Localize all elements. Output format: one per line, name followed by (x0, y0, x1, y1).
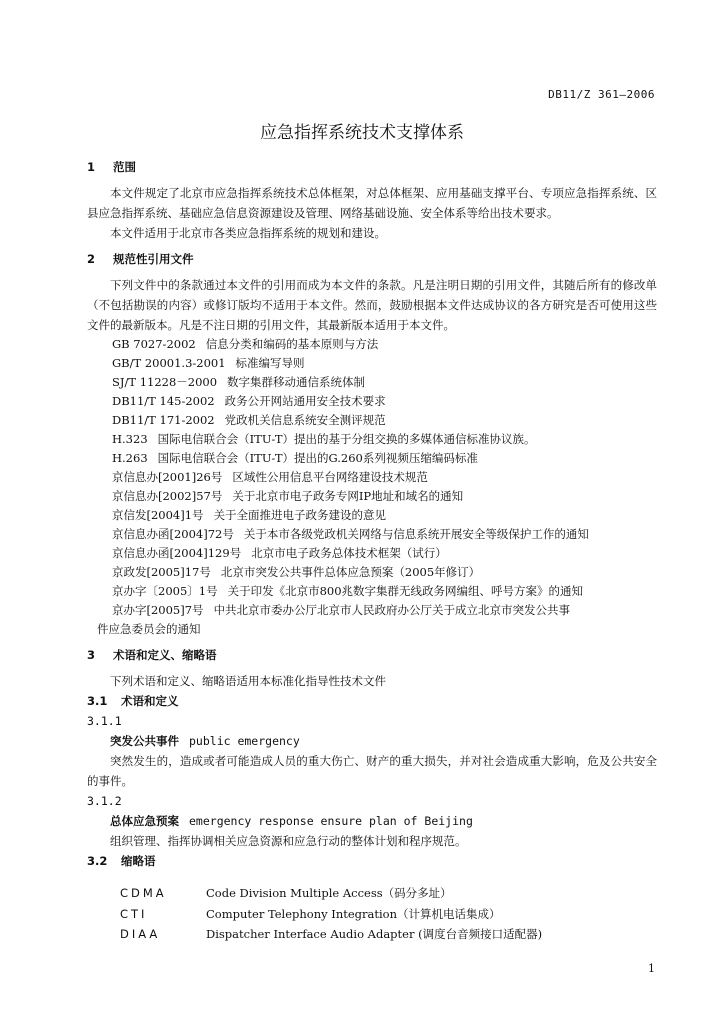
reference-item (87, 525, 657, 544)
term-zh: 突发公共事件 (110, 734, 179, 748)
reference-title: 关于北京市电子政务专网IP地址和域名的通知 (232, 489, 464, 503)
abbreviation-item (87, 883, 657, 904)
reference-code: 京信息办函[2004]129号 (112, 546, 242, 560)
reference-code: 京信息办[2002]57号 (112, 489, 223, 503)
reference-item (87, 601, 657, 620)
reference-title: 关于本市各级党政机关网络与信息系统开展安全等级保护工作的通知 (243, 527, 589, 541)
reference-continuation: 件应急委员会的通知 (97, 622, 201, 636)
reference-item (87, 468, 657, 487)
reference-item (87, 544, 657, 563)
reference-title: 区域性公用信息平台网络建设技术规范 (232, 470, 428, 484)
reference-title: 标准编写导则 (235, 356, 305, 370)
reference-item (87, 582, 657, 601)
section-title: 范围 (113, 160, 136, 174)
reference-item (87, 449, 657, 468)
reference-title: 国际电信联合会（ITU-T）提出的基于分组交换的多媒体通信标准协议族。 (157, 432, 536, 446)
reference-code: DB11/T 171-2002 (112, 413, 215, 427)
reference-item (87, 392, 657, 411)
abbreviation: CTI (120, 906, 148, 921)
document-body (87, 157, 657, 945)
reference-item (87, 430, 657, 449)
section-title: 规范性引用文件 (113, 252, 194, 266)
abbreviation: CDMA (120, 886, 167, 900)
reference-code: 京政发[2005]17号 (112, 565, 211, 579)
abbreviation-item (87, 904, 657, 925)
section-number: 2 (87, 252, 96, 266)
subsection-number: 3.1 (87, 694, 108, 708)
reference-code: DB11/T 145-2002 (112, 394, 215, 408)
scope-paragraph-1: 本文件规定了北京市应急指挥系统技术总体框架，对总体框架、应用基础支撑平台、专项应急指挥系统、区县应急指挥系统、基础应急信息资源建设及管理、网络基础设施、安全体系等给出技术要求。 (87, 186, 657, 220)
abbreviation-expansion: Code Division Multiple Access（码分多址） (206, 886, 452, 900)
subsection-title: 术语和定义 (121, 694, 179, 708)
reference-item (87, 373, 657, 392)
section-number: 1 (87, 160, 96, 174)
reference-title: 关于全面推进电子政务建设的意见 (213, 508, 387, 522)
reference-title: 数字集群移动通信系统体制 (227, 375, 366, 389)
section-heading-1 (87, 157, 657, 177)
reference-code: GB/T 20001.3-2001 (112, 356, 226, 370)
term-en: public emergency (189, 734, 300, 748)
abbreviation: DIAA (120, 927, 161, 941)
reference-title: 国际电信联合会（ITU-T）提出的G.260系列视频压缩编码标准 (157, 451, 478, 465)
term-public-emergency (87, 731, 657, 751)
reference-code: 京信息办函[2004]72号 (112, 527, 234, 541)
subsection-title: 缩略语 (121, 854, 156, 868)
reference-code: GB 7027-2002 (112, 337, 196, 351)
page-number: 1 (648, 962, 655, 975)
reference-title: 北京市电子政务总体技术框架（试行） (251, 546, 447, 560)
term-zh: 总体应急预案 (110, 814, 179, 828)
subsection-number: 3.2 (87, 854, 108, 868)
document-title: 应急指挥系统技术支撑体系 (260, 123, 464, 143)
reference-code: 京信息办[2001]26号 (112, 470, 223, 484)
reference-title: 党政机关信息系统安全测评规范 (224, 413, 386, 427)
term-number-3-1-1: 3.1.1 (87, 714, 122, 728)
section-heading-3 (87, 645, 657, 665)
subsection-heading-3-2 (87, 851, 657, 871)
abbreviation-expansion: Computer Telephony Integration（计算机电话集成） (206, 906, 501, 921)
abbreviation-expansion: Dispatcher Interface Audio Adapter (调度台音频接口适配器) (206, 927, 543, 941)
term-definition-3-1-1: 突然发生的，造成或者可能造成人员的重大伤亡、财产的重大损失，并对社会造成重大影响，危及公共安全的事件。 (87, 754, 657, 788)
reference-code: 京办字[2005]7号 (112, 603, 204, 617)
section-title: 术语和定义、缩略语 (113, 648, 217, 662)
reference-item (87, 563, 657, 582)
reference-title: 关于印发《北京市800兆数字集群无线政务网编组、呼号方案》的通知 (227, 584, 584, 598)
term-en: emergency response ensure plan of Beijing (189, 814, 473, 828)
term-number-3-1-2: 3.1.2 (87, 794, 122, 808)
reference-item (87, 411, 657, 430)
section-number: 3 (87, 648, 96, 662)
abbreviation-item (87, 924, 657, 945)
reference-code: H.323 (112, 432, 148, 446)
reference-code: 京办字〔2005〕1号 (112, 584, 218, 598)
reference-title: 北京市突发公共事件总体应急预案（2005年修订） (220, 565, 481, 579)
scope-paragraph-2: 本文件适用于北京市各类应急指挥系统的规划和建设。 (110, 226, 386, 240)
reference-code: 京信发[2004]1号 (112, 508, 204, 522)
reference-title: 中共北京市委办公厅北京市人民政府办公厅关于成立北京市突发公共事 (213, 603, 571, 617)
reference-code: SJ/T 11228－2000 (112, 375, 218, 389)
reference-title: 政务公开网站通用安全技术要求 (224, 394, 386, 408)
reference-code: H.263 (112, 451, 148, 465)
term-definition-3-1-2: 组织管理、指挥协调相关应急资源和应急行动的整体计划和程序规范。 (110, 834, 467, 848)
reference-list (87, 335, 657, 620)
reference-item (87, 506, 657, 525)
standard-code: DB11/Z 361—2006 (548, 88, 655, 101)
section-heading-2 (87, 249, 657, 269)
reference-item (87, 487, 657, 506)
terms-intro: 下列术语和定义、缩略语适用本标准化指导性技术文件 (110, 674, 386, 688)
term-emergency-plan (87, 811, 657, 831)
reference-item (87, 354, 657, 373)
references-paragraph: 下列文件中的条款通过本文件的引用而成为本文件的条款。凡是注明日期的引用文件，其随后所有的修改单（不包括勘误的内容）或修订版均不适用于本文件。然而，鼓励根据本文件达成协议的各方研究是否可使用这些文件的最新版本。凡是不注日期的引用文件，其最新版本适用于本文件。 (87, 278, 657, 332)
subsection-heading-3-1 (87, 691, 657, 711)
reference-title: 信息分类和编码的基本原则与方法 (205, 337, 379, 351)
reference-item (87, 335, 657, 354)
abbreviation-list (87, 883, 657, 945)
